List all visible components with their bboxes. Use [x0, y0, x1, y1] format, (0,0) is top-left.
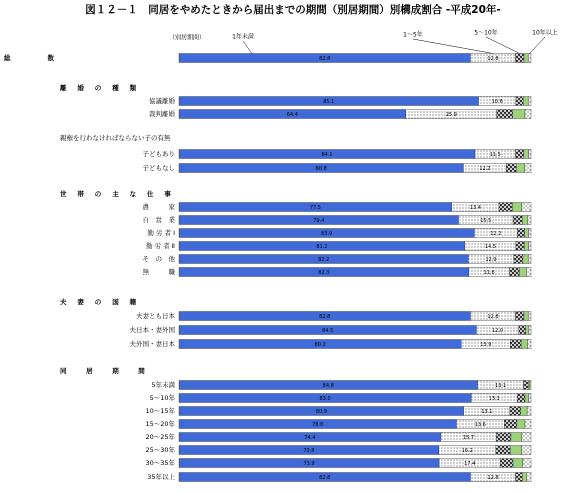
- value-label: 15.5: [480, 218, 492, 224]
- row-label: 農 家: [142, 203, 175, 211]
- row-label: 勤 労 者 Ⅱ: [146, 242, 175, 250]
- bar-segment: [499, 203, 512, 212]
- value-label: 12.8: [487, 475, 499, 481]
- bar-segment: [527, 340, 531, 349]
- row-label: そ の 他: [142, 255, 175, 263]
- bar-segment: [525, 229, 529, 238]
- row-label: 5年未満: [151, 381, 175, 389]
- value-label: 84.8: [322, 383, 334, 389]
- value-label: 12.8: [487, 56, 499, 62]
- legend-label-1: 1～5年: [403, 31, 423, 39]
- value-label: 12.2: [479, 166, 491, 172]
- bar-segment: [510, 446, 521, 455]
- bar-segment: [517, 229, 524, 238]
- row-label: 裁判離婚: [149, 110, 175, 118]
- bar-segment: [524, 150, 529, 159]
- bar-segment: [516, 54, 524, 63]
- bar-segment: [528, 312, 531, 321]
- row-label: 35年以上: [147, 473, 175, 481]
- value-label: 85.1: [323, 99, 335, 105]
- value-label: 17.4: [464, 461, 476, 467]
- bar-segment: [519, 326, 526, 335]
- legend-label-2: 5～10年: [474, 29, 498, 37]
- value-label: 74.4: [304, 435, 316, 441]
- bar-segment: [528, 381, 530, 390]
- row-label: 15～20年: [145, 420, 175, 428]
- bar-segment: [526, 268, 531, 277]
- bar-segment: [513, 459, 523, 468]
- row-label: 夫妻とも日本: [136, 312, 175, 320]
- bar-segment: [528, 54, 531, 63]
- bar-segment: [526, 326, 529, 335]
- bar-segment: [519, 268, 526, 277]
- row-label: 夫外国・妻日本: [129, 340, 175, 348]
- row-label: 子どもあり: [142, 150, 175, 158]
- bar-segment: [522, 433, 531, 442]
- value-label: 25.9: [445, 112, 457, 118]
- bar-segment: [496, 433, 511, 442]
- value-label: 80.2: [314, 342, 326, 348]
- legend-label-4: 10年以上: [532, 29, 558, 37]
- bar-segment: [524, 312, 528, 321]
- value-label: 13.1: [488, 396, 500, 402]
- section-title-1: 離 婚 の 種 類: [60, 84, 139, 92]
- bar-segment: [516, 312, 524, 321]
- value-label: 12.9: [485, 257, 497, 263]
- value-label: 13.6: [474, 422, 486, 428]
- bar-segment: [510, 268, 520, 277]
- bar-segment: [525, 164, 531, 173]
- row-label: 10～15年: [145, 407, 175, 415]
- legend-leader-0: [243, 41, 252, 54]
- value-label: 16.2: [461, 448, 473, 454]
- row-label: 子どもなし: [142, 164, 175, 172]
- bar-segment: [516, 242, 524, 251]
- row-label: 勤 労 者 Ⅰ: [147, 229, 175, 237]
- value-label: 83.0: [319, 396, 331, 402]
- bar-segment: [511, 433, 522, 442]
- value-label: 82.8: [319, 314, 331, 320]
- bar-segment: [516, 97, 523, 106]
- bar-segment: [506, 164, 516, 173]
- bar-segment: [529, 150, 531, 159]
- section-title-4: 夫 妻 の 国 籍: [60, 298, 139, 306]
- chart-title: 図１２－１ 同居をやめたときから届出までの期間（別居期間）別構成割合 -平成20年-: [85, 4, 501, 16]
- value-label: 84.1: [321, 152, 333, 158]
- bar-segment: [530, 381, 531, 390]
- value-label: 73.8: [303, 448, 315, 454]
- value-label: 11.6: [483, 270, 495, 276]
- value-label: 82.8: [319, 475, 331, 481]
- bar-segment: [528, 97, 531, 106]
- bar-segment: [516, 150, 524, 159]
- bar-segment: [529, 229, 531, 238]
- value-label: 82.3: [318, 270, 330, 276]
- section-title-total: 総 数: [4, 54, 57, 62]
- value-label: 80.9: [315, 409, 327, 415]
- bar-segment: [496, 446, 510, 455]
- section-title-3: 世 帯 の 主 な 仕 事: [60, 190, 174, 198]
- bar-segment: [521, 446, 531, 455]
- value-label: 80.8: [315, 166, 327, 172]
- bar-segment: [522, 203, 531, 212]
- bar-segment: [527, 407, 531, 416]
- bar-segment: [524, 242, 528, 251]
- row-label: 自 営 業: [142, 216, 175, 224]
- value-label: 13.1: [481, 409, 493, 415]
- value-label: 14.5: [484, 244, 496, 250]
- value-label: 13.4: [469, 205, 481, 211]
- bar-segment: [524, 381, 529, 390]
- value-label: 82.8: [319, 56, 331, 62]
- header-label: （別居期間）: [169, 34, 206, 42]
- bar-segment: [513, 216, 522, 225]
- bar-segment: [500, 459, 513, 468]
- value-label: 13.9: [480, 342, 492, 348]
- bar-segment: [523, 97, 528, 106]
- section-title-5: 同 居 期 間: [60, 367, 147, 375]
- bar-segment: [516, 473, 523, 482]
- bar-segment: [525, 394, 529, 403]
- legend-leader-4: [530, 37, 545, 54]
- row-label: 協議離婚: [149, 97, 175, 105]
- bar-segment: [524, 54, 528, 63]
- value-label: 77.5: [309, 205, 321, 211]
- value-label: 12.0: [491, 328, 504, 334]
- bar-segment: [529, 394, 531, 403]
- bar-segment: [523, 459, 531, 468]
- value-label: 15.7: [462, 435, 475, 441]
- bar-segment: [521, 407, 527, 416]
- bar-segment: [525, 110, 531, 119]
- bar-segment: [528, 216, 531, 225]
- bar-segment: [513, 110, 525, 119]
- bar-segment: [528, 255, 531, 264]
- bar-segment: [521, 340, 527, 349]
- value-label: 78.8: [312, 422, 324, 428]
- bar-segment: [497, 110, 513, 119]
- value-label: 10.6: [491, 99, 503, 105]
- section-title-2: 親権を行わなければならない子の有無: [60, 134, 171, 142]
- bar-segment: [529, 242, 531, 251]
- value-label: 13.1: [494, 383, 507, 389]
- row-label: 無 職: [142, 268, 175, 276]
- bar-segment: [512, 203, 522, 212]
- bar-segment: [516, 164, 524, 173]
- row-label: 20～25年: [145, 433, 175, 441]
- bar-segment: [517, 394, 525, 403]
- bar-segment: [529, 326, 531, 335]
- row-label: 30～35年: [145, 459, 175, 467]
- row-label: 5～10年: [149, 394, 175, 402]
- legend-leader-2: [486, 37, 520, 54]
- value-label: 12.2: [490, 231, 502, 237]
- bar-segment: [514, 255, 523, 264]
- value-label: 84.5: [322, 328, 334, 334]
- value-label: 11.5: [489, 152, 501, 158]
- value-label: 12.8: [487, 314, 499, 320]
- value-label: 82.2: [318, 257, 330, 263]
- bar-segment: [527, 473, 531, 482]
- bar-segment: [525, 420, 531, 429]
- bar-segment: [522, 473, 527, 482]
- bar-segment: [504, 420, 517, 429]
- bar-segment: [523, 255, 528, 264]
- row-label: 夫日本・妻外国: [129, 326, 175, 334]
- legend-label-0: 1年未満: [232, 33, 254, 41]
- bar-segment: [517, 420, 525, 429]
- legend-leader-1: [413, 39, 493, 54]
- row-label: 25～30年: [145, 446, 175, 454]
- bar-segment: [522, 216, 528, 225]
- value-label: 83.9: [321, 231, 333, 237]
- value-label: 64.4: [286, 112, 298, 118]
- value-label: 79.4: [313, 218, 325, 224]
- value-label: 81.2: [316, 244, 328, 250]
- value-label: 73.9: [303, 461, 315, 467]
- bar-segment: [510, 340, 521, 349]
- bar-segment: [510, 407, 521, 416]
